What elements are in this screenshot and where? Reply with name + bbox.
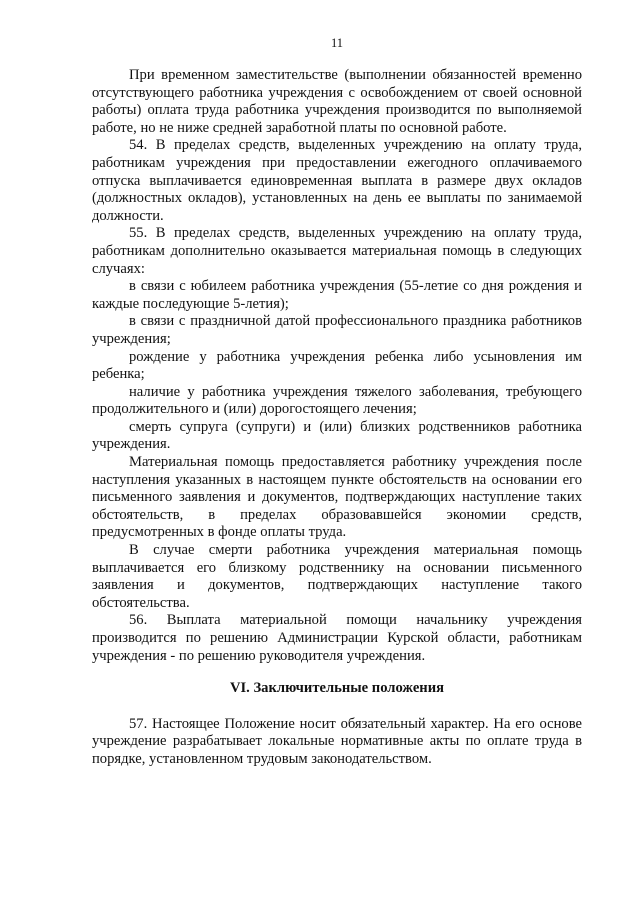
paragraph-temporary-substitution: При временном заместительстве (выполнении обязанностей временно отсутствующего работника учреждения с освобождением от своей основной работы) оплата труда работника учреждения производится по выполняемой работе, но не ниже средней заработной платы по основной работе. [92, 67, 582, 136]
paragraph-aid-provision: Материальная помощь предоставляется работнику учреждения после наступления указанных в настоящем пункте обстоятельств на основании его письменного заявления и документов, подтверждающих наступление таких обстоятельств, в пределах образовавшейся экономии средств, предусмотренных в фонде оплаты труда. [92, 454, 582, 541]
body-text-after [92, 716, 582, 769]
case-professional-holiday: в связи с праздничной датой профессионального праздника работников учреждения; [92, 313, 582, 347]
paragraph-57: 57. Настоящее Положение носит обязательный характер. На его основе учреждение разрабатывает локальные нормативные акты по оплате труда в порядке, установленном трудовым законодательством. [92, 715, 582, 767]
paragraph-55: 55. В пределах средств, выделенных учреждению на оплату труда, работникам дополнительно оказывается материальная помощь в следующих случаях: [92, 225, 582, 277]
case-serious-illness: наличие у работника учреждения тяжелого заболевания, требующего продолжительного и (или) дорогостоящего лечения; [92, 383, 582, 418]
body-text-before [92, 67, 582, 665]
case-child-birth: рождение у работника учреждения ребенка либо усыновления им ребенка; [92, 348, 582, 383]
paragraph-56: 56. Выплата материальной помощи начальнику учреждения производится по решению Администрации Курской области, работникам учреждения - по решению руководителя учреждения. [92, 612, 582, 664]
section-heading: VI. Заключительные положения [229, 680, 445, 697]
page-number: 11 [330, 36, 344, 50]
case-jubilee: в связи с юбилеем работника учреждения (55-летие со дня рождения и каждые последующие 5-летия); [92, 278, 582, 312]
case-death-of-relative: смерть супруга (супруги) и (или) близких родственников работника учреждения. [92, 418, 582, 453]
paragraph-54: 54. В пределах средств, выделенных учреждению на оплату труда, работникам учреждения при предоставлении ежегодного оплачиваемого отпуска выплачивается единовременная выплата в размере двух окладов (должностных окладов), установленных на день ее выплаты по занимаемой должности. [92, 137, 582, 224]
paragraph-death-of-employee: В случае смерти работника учреждения материальная помощь выплачивается его близкому родственнику на основании письменного заявления и документов, подтверждающих наступление такого обстоятельства. [92, 542, 582, 611]
